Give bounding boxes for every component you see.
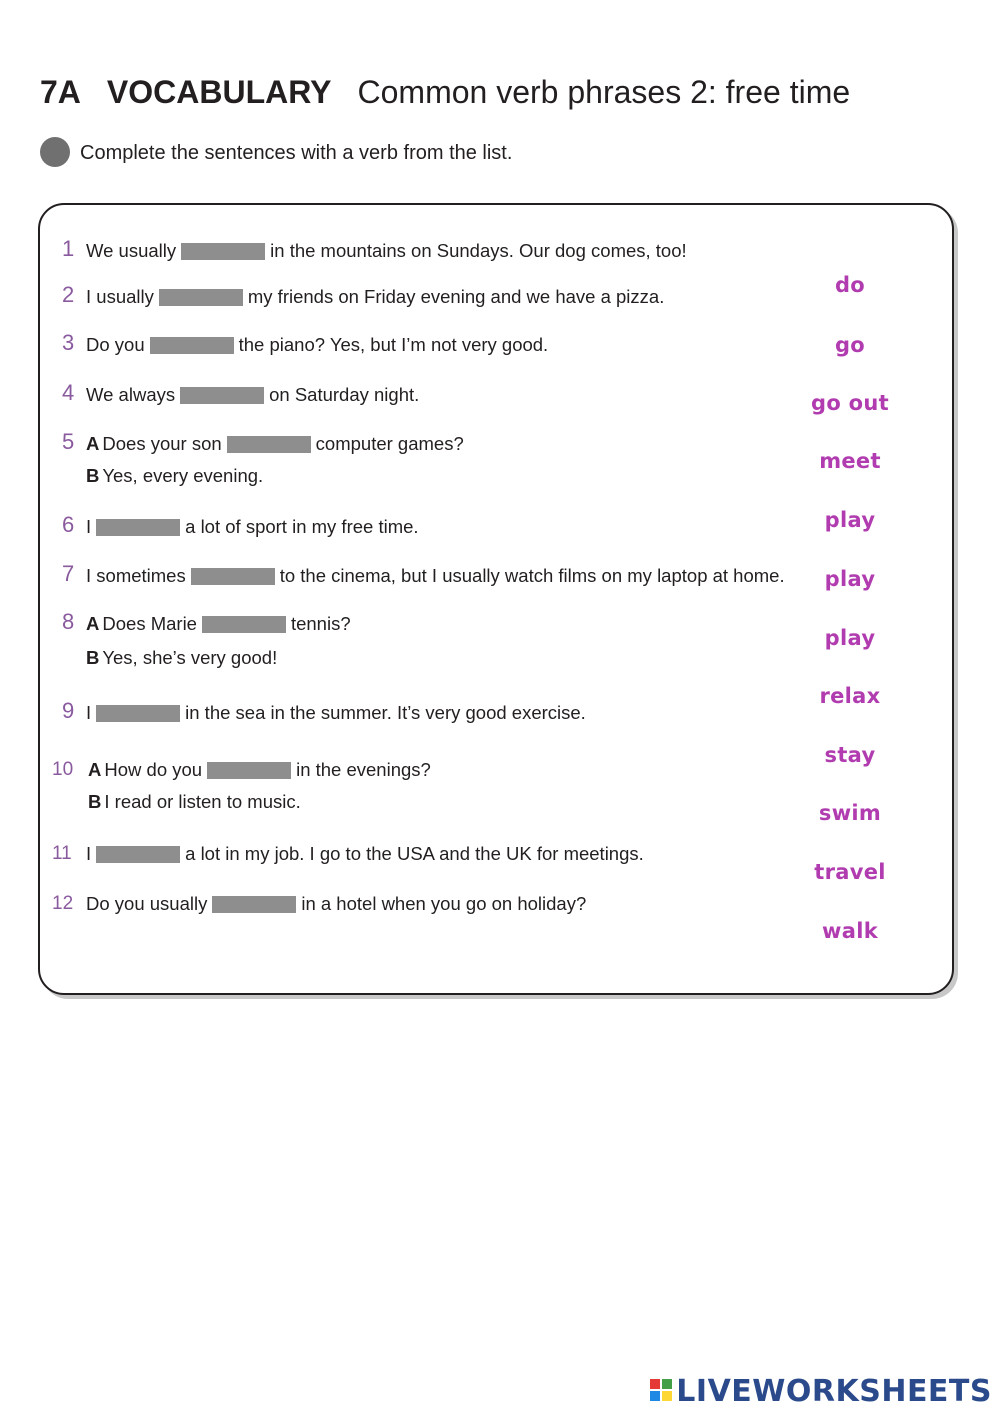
word-play-2[interactable]: play xyxy=(824,567,876,591)
question-number: 10 xyxy=(52,759,74,780)
sentence-end: on Saturday night. xyxy=(269,384,420,405)
sentence-start: Do you usually xyxy=(86,893,208,914)
answer-gap[interactable] xyxy=(227,436,311,453)
liveworksheets-logo-icon xyxy=(650,1379,672,1401)
sentence-start: I xyxy=(86,702,92,723)
sentence-start: We always xyxy=(86,384,176,405)
sentence-end: to the cinema, but I usually watch films on my laptop at home. xyxy=(279,565,785,586)
question-number: 1 xyxy=(62,236,75,261)
sentence-start: Does Marie xyxy=(102,613,197,634)
section-subtitle: Common verb phrases 2: free time xyxy=(357,74,851,110)
question-number: 7 xyxy=(62,561,75,586)
reply-text: I read or listen to music. xyxy=(104,791,301,812)
word-relax[interactable]: relax xyxy=(819,684,881,708)
sentence-end: computer games? xyxy=(315,433,464,454)
word-go[interactable]: go xyxy=(834,333,866,357)
sentence-end: in a hotel when you go on holiday? xyxy=(301,893,587,914)
liveworksheets-brand[interactable] xyxy=(650,1374,992,1409)
speaker-b-label: B xyxy=(86,647,100,668)
answer-gap[interactable] xyxy=(159,289,243,306)
word-play-1[interactable]: play xyxy=(824,508,876,532)
sentence-end: a lot in my job. I go to the USA and the UK for meetings. xyxy=(185,843,644,864)
sentence-end: tennis? xyxy=(290,613,351,634)
word-walk[interactable]: walk xyxy=(822,919,878,943)
sentence-start: I usually xyxy=(86,286,154,307)
unit-code: 7A xyxy=(40,74,81,110)
question-number: 9 xyxy=(62,698,75,723)
answer-gap[interactable] xyxy=(202,616,286,633)
instruction xyxy=(40,138,512,169)
word-do[interactable]: do xyxy=(834,273,866,297)
sentence-end: in the mountains on Sundays. Our dog comes, too! xyxy=(270,240,687,261)
sentence-end: in the evenings? xyxy=(296,759,431,780)
question-number: 12 xyxy=(52,893,74,914)
question-number: 3 xyxy=(62,330,75,355)
question-number: 4 xyxy=(62,380,75,405)
word-meet[interactable]: meet xyxy=(819,449,881,473)
word-play-3[interactable]: play xyxy=(824,626,876,650)
speaker-b-label: B xyxy=(88,791,102,812)
answer-gap[interactable] xyxy=(212,896,296,913)
question-number: 11 xyxy=(52,843,72,864)
word-go-out[interactable]: go out xyxy=(811,391,889,415)
sentence-start: How do you xyxy=(104,759,203,780)
sentence-start: We usually xyxy=(86,240,177,261)
answer-gap[interactable] xyxy=(150,337,234,354)
speaker-a-label: A xyxy=(86,613,100,634)
instruction-text: Complete the sentences with a verb from the list. xyxy=(80,142,513,164)
answer-gap[interactable] xyxy=(96,846,180,863)
sentence-start: Does your son xyxy=(102,433,222,454)
page-title xyxy=(40,72,850,112)
sentence-end: in the sea in the summer. It’s very good exercise. xyxy=(185,702,586,723)
speaker-a-label: A xyxy=(86,433,100,454)
reply-text: Yes, she’s very good! xyxy=(102,647,278,668)
answer-gap[interactable] xyxy=(96,705,180,722)
answer-gap[interactable] xyxy=(180,387,264,404)
bullet-icon xyxy=(40,137,70,167)
speaker-b-label: B xyxy=(86,465,100,486)
question-number: 6 xyxy=(62,512,75,537)
reply-text: Yes, every evening. xyxy=(102,465,264,486)
sentence-start: I xyxy=(86,843,92,864)
answer-gap[interactable] xyxy=(96,519,180,536)
sentence-end: the piano? Yes, but I’m not very good. xyxy=(238,334,549,355)
question-number: 5 xyxy=(62,429,75,454)
word-travel[interactable]: travel xyxy=(814,860,886,884)
sentence-start: Do you xyxy=(86,334,145,355)
brand-text: LIVEWORKSHEETS xyxy=(676,1374,992,1409)
answer-gap[interactable] xyxy=(181,243,265,260)
word-stay[interactable]: stay xyxy=(824,743,876,767)
section-category: VOCABULARY xyxy=(106,74,332,110)
sentence-end: a lot of sport in my free time. xyxy=(185,516,419,537)
sentence-end: my friends on Friday evening and we have a pizza. xyxy=(247,286,665,307)
word-swim[interactable]: swim xyxy=(818,801,882,825)
speaker-a-label: A xyxy=(88,759,102,780)
question-number: 2 xyxy=(62,282,75,307)
answer-gap[interactable] xyxy=(191,568,275,585)
question-number: 8 xyxy=(62,609,75,634)
sentence-start: I sometimes xyxy=(86,565,186,586)
sentence-start: I xyxy=(86,516,92,537)
answer-gap[interactable] xyxy=(207,762,291,779)
